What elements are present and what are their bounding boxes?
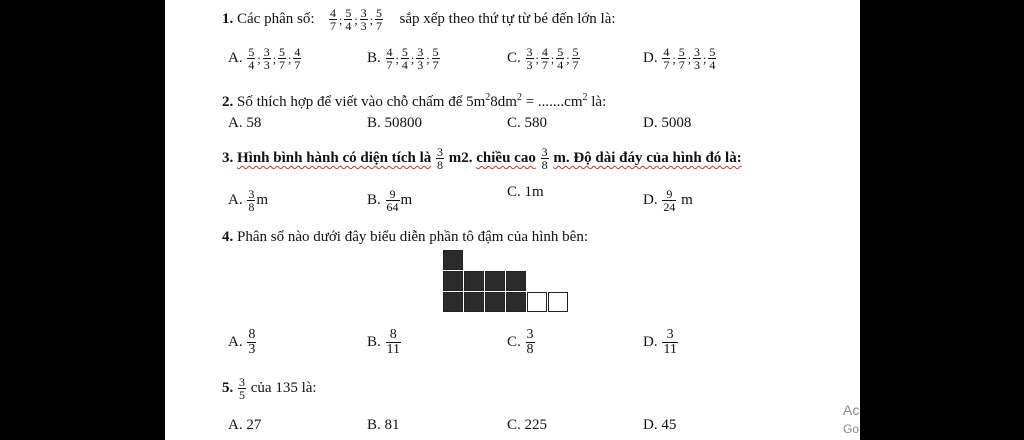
q5-number: 5. [222,379,234,396]
q4-number: 4. [222,229,234,245]
q3-option-b[interactable]: B. $\frac{9}{64}$ m [367,187,413,214]
q5-option-b[interactable]: B. 81 [367,417,400,433]
q2-option-a[interactable]: A. 58 [228,115,262,131]
q5-option-c[interactable]: C. 225 [507,417,548,433]
q2-option-c[interactable]: C. 580 [507,115,548,131]
q1-option-b[interactable]: B. $\frac{4}{7}$ ; $\frac{5}{4}$ ; $\frac{3}{3}$ ; $\frac{5}{7}$ [367,45,439,72]
grid-cell [443,271,463,291]
q1-after: sắp xếp theo thứ tự từ bé đến lớn là: [399,10,616,27]
grid-cell [485,292,505,312]
grid-cell [485,271,505,291]
q4-stem: 4. Phân số nào dưới đây biểu diễn phần tô đậm của hình bên: [222,229,588,245]
q3-option-a[interactable]: A. $\frac{3}{8}$ m [228,187,269,214]
q4-option-d[interactable]: D. $\frac{3}{11}$ [643,327,677,357]
grid-cell [443,250,463,270]
q1-frac-2: $\frac{5}{4}$ [345,6,352,33]
q1-frac-1: $\frac{4}{7}$ [329,6,336,33]
grid-cell [506,271,526,291]
q5-stem: 5. $\frac{3}{5}$ của 135 là: [222,375,317,402]
q3-option-c[interactable]: C. 1m [507,184,544,200]
grid-cell [464,292,484,312]
worksheet-page [165,0,860,440]
q1-stem: 1. Các phân số: $\frac{4}{7}$ ; $\frac{5}{4}$ ; $\frac{3}{3}$ ; $\frac{5}{7}$ sắp xếp theo thứ tự từ bé đến lớn là: [222,6,616,33]
q5-option-d[interactable]: D. 45 [643,417,677,433]
q1-number: 1. [222,10,234,27]
q4-option-b[interactable]: B. $\frac{8}{11}$ [367,327,400,357]
q3-stem: 3. Hình bình hành có diện tích là $\frac{3}{8}$ m2. chiều cao $\frac{3}{8}$ m. Độ dài đáy của hình đó là: [222,145,742,172]
q2-option-b[interactable]: B. 50800 [367,115,423,131]
q2-option-d[interactable]: D. 5008 [643,115,692,131]
shaded-grid-figure [443,250,573,316]
activation-watermark-line2: Go [843,422,860,436]
q4-option-a[interactable]: A. $\frac{8}{3}$ [228,327,256,357]
q3-number: 3. [222,149,234,166]
q1-option-d[interactable]: D. $\frac{4}{7}$ ; $\frac{5}{7}$ ; $\frac{3}{3}$ ; $\frac{5}{4}$ [643,45,716,72]
activation-watermark-line1: Ac [843,402,860,418]
q1-frac-4: $\frac{5}{7}$ [376,6,383,33]
grid-cell [548,292,568,312]
grid-cell [443,292,463,312]
q3-option-d[interactable]: D. $\frac{9}{24}$ m [643,187,693,214]
q2-number: 2. [222,94,234,110]
q1-text: Các phân số: [237,10,315,27]
q1-frac-3: $\frac{3}{3}$ [360,6,367,33]
q2-stem: 2. Số thích hợp để viết vào chỗ chấm để $5m^28dm^2 = .......cm^2$ là: [222,92,607,110]
q1-option-c[interactable]: C. $\frac{3}{3}$ ; $\frac{4}{7}$ ; $\frac{5}{4}$ ; $\frac{5}{7}$ [507,45,579,72]
grid-cell [527,292,547,312]
q4-option-c[interactable]: C. $\frac{3}{8}$ [507,327,534,357]
grid-cell [464,271,484,291]
grid-cell [506,292,526,312]
q5-option-a[interactable]: A. 27 [228,417,262,433]
q1-option-a[interactable]: A. $\frac{5}{4}$ ; $\frac{3}{3}$ ; $\frac{5}{7}$ ; $\frac{4}{7}$ [228,45,301,72]
